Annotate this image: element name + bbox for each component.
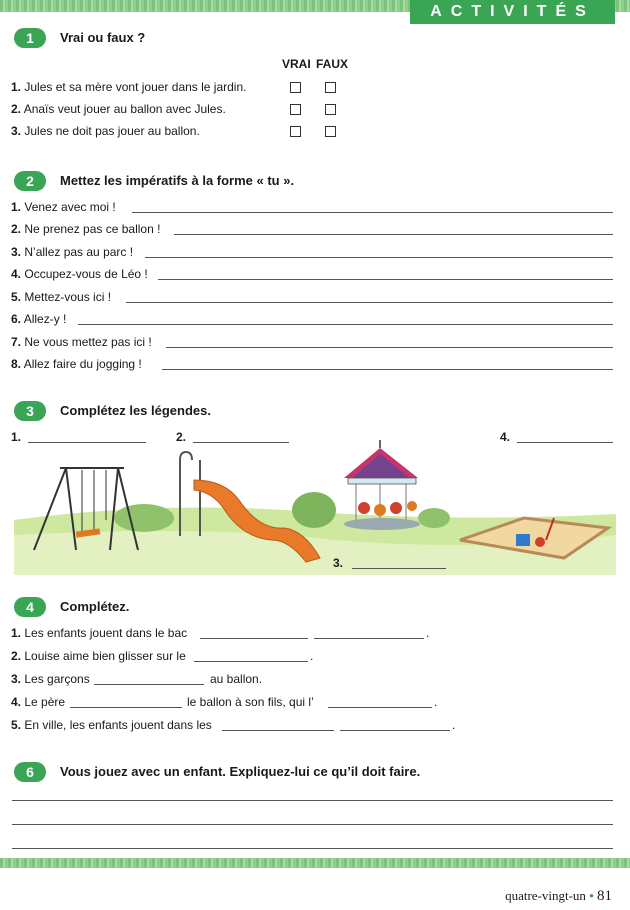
item-text: Jules et sa mère vont jouer dans le jardin.	[24, 80, 247, 94]
section-1-title: Vrai ou faux ?	[60, 30, 146, 45]
answer-line-6-2[interactable]	[12, 824, 613, 825]
page-footer	[505, 888, 612, 905]
item-text: Ne prenez pas ce ballon !	[24, 222, 161, 236]
s1-item-3	[11, 124, 200, 139]
playground-illustration	[14, 440, 616, 575]
answer-line-2-2[interactable]	[174, 234, 613, 235]
s4-item-1-end: .	[426, 626, 430, 640]
section-3-title: Complétez les légendes.	[60, 403, 211, 418]
item-number: 4.	[11, 267, 22, 281]
s4-item-4-mid: le ballon à son fils, qui l’	[187, 695, 314, 709]
section-2-title: Mettez les impératifs à la forme « tu ».	[60, 173, 295, 188]
item-text: Jules ne doit pas jouer au ballon.	[24, 124, 200, 138]
fill-blank-4-2[interactable]	[194, 661, 308, 662]
s4-item-5-end: .	[452, 718, 456, 732]
s4-item-2	[11, 649, 186, 664]
fill-blank-4-3[interactable]	[94, 684, 204, 685]
item-number: 2.	[11, 649, 22, 663]
fill-blank-4-4a[interactable]	[70, 707, 182, 708]
bullet-icon: •	[589, 888, 594, 903]
section-4-title: Complétez.	[60, 599, 130, 614]
item-number: 4.	[11, 695, 22, 709]
answer-line-2-1[interactable]	[132, 212, 613, 213]
answer-line-6-3[interactable]	[12, 848, 613, 849]
s2-item-6	[11, 312, 66, 327]
page-word: quatre-vingt-un	[505, 888, 586, 903]
s1-item-1	[11, 80, 246, 95]
s4-item-2-end: .	[310, 649, 314, 663]
vrai-checkbox-3[interactable]	[290, 126, 301, 137]
item-text: Mettez-vous ici !	[24, 290, 112, 304]
s4-item-4-end: .	[434, 695, 438, 709]
item-number: 1.	[11, 80, 22, 94]
s4-item-5	[11, 718, 212, 733]
fill-blank-4-4b[interactable]	[328, 707, 432, 708]
activites-banner: ACTIVITÉS	[410, 0, 615, 24]
answer-line-2-8[interactable]	[162, 369, 613, 370]
faux-checkbox-3[interactable]	[325, 126, 336, 137]
section-1-badge: 1	[14, 28, 46, 48]
answer-line-6-1[interactable]	[12, 800, 613, 801]
section-6-title: Vous jouez avec un enfant. Expliquez-lui ce qu’il doit faire.	[60, 764, 421, 779]
vrai-checkbox-2[interactable]	[290, 104, 301, 115]
vrai-checkbox-1[interactable]	[290, 82, 301, 93]
s2-item-3	[11, 245, 133, 260]
s4-item-3	[11, 672, 90, 687]
item-text: Occupez-vous de Léo !	[24, 267, 148, 281]
answer-line-2-5[interactable]	[126, 302, 613, 303]
section-6-badge: 6	[14, 762, 46, 782]
item-number: 1.	[11, 200, 22, 214]
item-number: 3.	[11, 124, 22, 138]
item-number: 5.	[11, 718, 22, 732]
item-number: 2.	[11, 102, 22, 116]
bottom-decorative-band	[0, 858, 630, 868]
s2-item-7	[11, 335, 152, 350]
item-number: 6.	[11, 312, 22, 326]
legend-label-1: 1.	[11, 430, 22, 444]
item-text: Louise aime bien glisser sur le	[24, 649, 186, 663]
answer-line-2-6[interactable]	[78, 324, 613, 325]
section-3-badge: 3	[14, 401, 46, 421]
item-number: 7.	[11, 335, 22, 349]
s4-item-4	[11, 695, 65, 710]
s4-item-3-end: au ballon.	[210, 672, 263, 686]
s4-item-1	[11, 626, 187, 641]
faux-checkbox-1[interactable]	[325, 82, 336, 93]
answer-line-2-3[interactable]	[145, 257, 613, 258]
s2-item-4	[11, 267, 148, 282]
answer-line-2-7[interactable]	[166, 347, 613, 348]
item-text: Ne vous mettez pas ici !	[24, 335, 152, 349]
s1-item-2	[11, 102, 226, 117]
section-2-badge: 2	[14, 171, 46, 191]
item-text: En ville, les enfants jouent dans les	[24, 718, 212, 732]
s2-item-1	[11, 200, 116, 215]
legend-label-2: 2.	[176, 430, 187, 444]
item-text: Anaïs veut jouer au ballon avec Jules.	[23, 102, 226, 116]
fill-blank-4-5b[interactable]	[340, 730, 450, 731]
legend-label-4: 4.	[500, 430, 511, 444]
item-text: Allez faire du jogging !	[23, 357, 142, 371]
fill-blank-4-1a[interactable]	[200, 638, 308, 639]
vrai-header: VRAI	[282, 57, 311, 71]
faux-checkbox-2[interactable]	[325, 104, 336, 115]
fill-blank-4-5a[interactable]	[222, 730, 334, 731]
item-text: N’allez pas au parc !	[24, 245, 134, 259]
item-text: Allez-y !	[23, 312, 67, 326]
item-text: Les garçons	[24, 672, 90, 686]
fill-blank-4-1b[interactable]	[314, 638, 424, 639]
item-number: 8.	[11, 357, 22, 371]
item-number: 2.	[11, 222, 22, 236]
item-number: 3.	[11, 672, 22, 686]
faux-header: FAUX	[316, 57, 349, 71]
answer-line-2-4[interactable]	[158, 279, 613, 280]
item-text: Venez avec moi !	[24, 200, 116, 214]
s2-item-2	[11, 222, 160, 237]
legend-label-3: 3.	[333, 556, 344, 570]
item-text: Les enfants jouent dans le bac	[24, 626, 188, 640]
item-number: 1.	[11, 626, 22, 640]
legend-line-3[interactable]	[352, 568, 446, 569]
section-4-badge: 4	[14, 597, 46, 617]
s2-item-5	[11, 290, 111, 305]
s2-item-8	[11, 357, 142, 372]
page-number: 81	[597, 888, 612, 904]
item-number: 3.	[11, 245, 22, 259]
item-text: Le père	[24, 695, 66, 709]
item-number: 5.	[11, 290, 22, 304]
